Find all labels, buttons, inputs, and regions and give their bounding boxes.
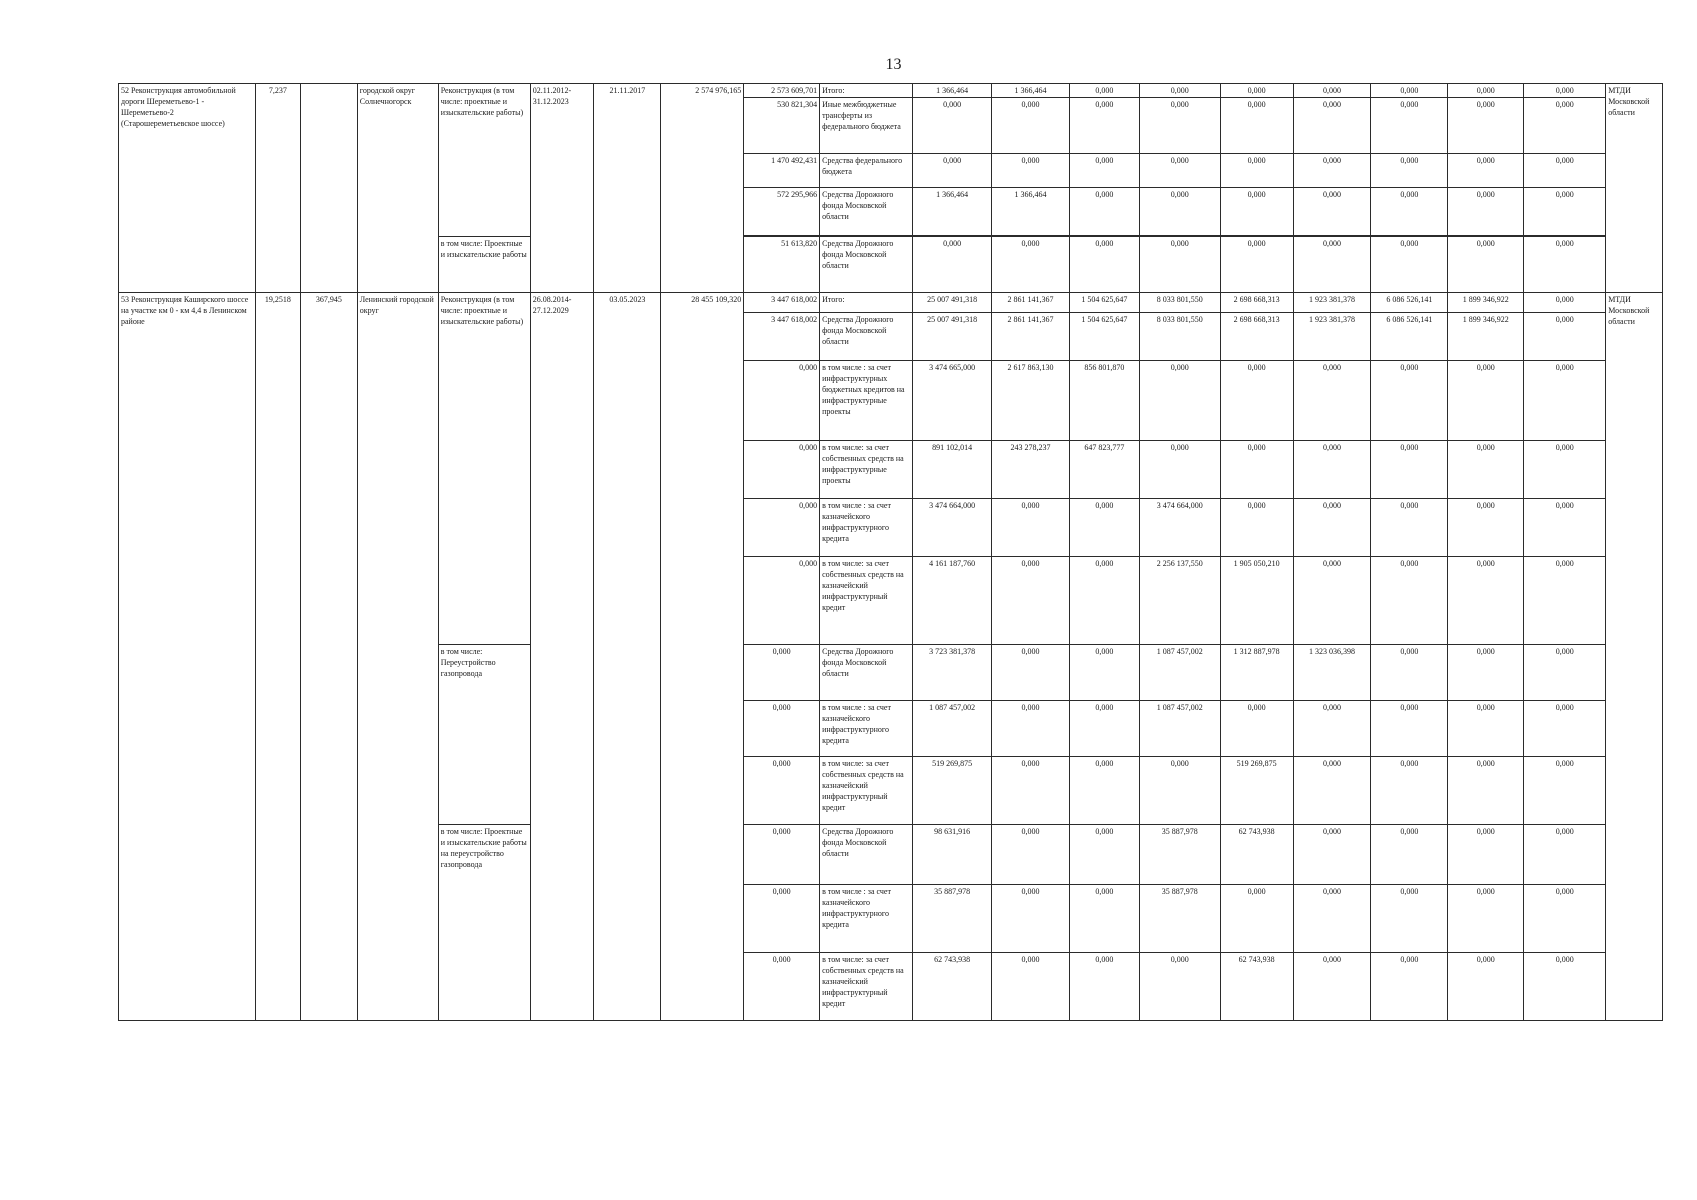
source-cell: Средства Дорожного фонда Московской области [820,645,913,701]
value-cell: 0,000 [913,154,992,188]
entry-cost: 28 455 109,320 [661,293,744,1021]
source-cell: в том числе : за счет казначейского инфраструктурного кредита [820,499,913,557]
value-cell: 0,000 [1524,645,1606,701]
source-cell: в том числе: за счет собственных средств на инфраструктурные проекты [820,441,913,499]
spent-cell: 0,000 [744,645,820,701]
value-cell: 0,000 [1293,499,1371,557]
value-cell: 0,000 [992,701,1070,757]
entry-work-type: в том числе: Проектные и изыскательские работы [438,237,530,293]
value-cell: 0,000 [1371,441,1448,499]
value-cell: 0,000 [1220,154,1293,188]
value-cell: 0,000 [1524,237,1606,293]
value-cell: 3 723 381,378 [913,645,992,701]
source-cell: в том числе : за счет инфраструктурных бюджетных кредитов на инфраструктурные проекты [820,361,913,441]
value-cell: 0,000 [1220,237,1293,293]
value-cell: 0,000 [992,757,1070,825]
value-cell: 0,000 [1524,825,1606,885]
entry-cost: 2 574 976,165 [661,84,744,293]
value-cell: 0,000 [1139,237,1220,293]
value-cell: 0,000 [1069,757,1139,825]
value-cell: 1 899 346,922 [1448,313,1524,361]
value-cell: 0,000 [1293,701,1371,757]
value-cell: 0,000 [992,885,1070,953]
value-cell: 0,000 [1524,757,1606,825]
spent-cell: 3 447 618,002 [744,313,820,361]
value-cell: 0,000 [1293,361,1371,441]
entry-district: Ленинский городской округ [357,293,438,1021]
value-cell: 0,000 [1524,499,1606,557]
value-cell: 0,000 [1293,825,1371,885]
value-cell: 0,000 [992,237,1070,293]
spent-cell: 0,000 [744,825,820,885]
value-cell: 0,000 [1371,645,1448,701]
value-cell: 0,000 [1069,701,1139,757]
value-cell: 0,000 [1069,825,1139,885]
entry-work-type: в том числе: Переустройство газопровода [438,645,530,825]
financing-table [118,83,1663,1021]
value-cell: 0,000 [1220,441,1293,499]
value-cell: 8 033 801,550 [1139,313,1220,361]
entry-dates: 26.08.2014-27.12.2029 [530,293,594,1021]
value-cell: 2 617 863,130 [992,361,1070,441]
entry-name: 53 Реконструкция Каширского шоссе на участке км 0 - км 4,4 в Ленинском районе [119,293,256,1021]
value-cell: 2 256 137,550 [1139,557,1220,645]
value-cell: 0,000 [1293,441,1371,499]
source-cell: в том числе : за счет казначейского инфраструктурного кредита [820,701,913,757]
entry-name: 52 Реконструкция автомобильной дороги Шереметьево-1 - Шереметьево-2 (Старошереметьевское шоссе) [119,84,256,293]
value-cell: 0,000 [1371,499,1448,557]
value-cell: 0,000 [1448,154,1524,188]
value-cell: 0,000 [1524,885,1606,953]
source-cell: Иные межбюджетные трансферты из федерального бюджета [820,98,913,154]
entry-executor: МТДИ Московской области [1606,293,1663,1021]
value-cell: 0,000 [1069,98,1139,154]
value-cell: 0,000 [1139,188,1220,236]
value-cell: 0,000 [1293,757,1371,825]
spent-cell: 3 447 618,002 [744,293,820,313]
value-cell: 0,000 [1371,188,1448,236]
value-cell: 1 366,464 [992,84,1070,98]
value-cell: 891 102,014 [913,441,992,499]
value-cell: 0,000 [1139,84,1220,98]
value-cell: 1 923 381,378 [1293,293,1371,313]
value-cell: 0,000 [1524,84,1606,98]
value-cell: 0,000 [1293,188,1371,236]
value-cell: 0,000 [1139,361,1220,441]
source-cell: в том числе : за счет казначейского инфраструктурного кредита [820,885,913,953]
entry-work-type: Реконструкция (в том числе: проектные и изыскательские работы) [438,84,530,237]
value-cell: 0,000 [1371,84,1448,98]
value-cell: 35 887,978 [913,885,992,953]
value-cell: 25 007 491,318 [913,293,992,313]
value-cell: 0,000 [1293,237,1371,293]
value-cell: 0,000 [1448,499,1524,557]
source-cell: Средства Дорожного фонда Московской области [820,825,913,885]
value-cell: 2 698 668,313 [1220,293,1293,313]
source-cell: Средства федерального бюджета [820,154,913,188]
value-cell: 0,000 [1220,885,1293,953]
source-cell: в том числе: за счет собственных средств на казначейский инфраструктурный кредит [820,757,913,825]
value-cell: 3 474 664,000 [913,499,992,557]
value-cell: 0,000 [1069,154,1139,188]
value-cell: 0,000 [1448,98,1524,154]
value-cell: 0,000 [1371,701,1448,757]
spent-cell: 0,000 [744,885,820,953]
source-cell: Итого: [820,293,913,313]
value-cell: 2 861 141,367 [992,293,1070,313]
value-cell: 0,000 [1220,98,1293,154]
value-cell: 519 269,875 [913,757,992,825]
value-cell: 0,000 [992,98,1070,154]
value-cell: 0,000 [1139,154,1220,188]
value-cell: 1 504 625,647 [1069,293,1139,313]
value-cell: 0,000 [1069,188,1139,236]
value-cell: 0,000 [1371,237,1448,293]
value-cell: 3 474 664,000 [1139,499,1220,557]
spent-cell: 1 470 492,431 [744,154,820,188]
entry-area: 367,945 [301,293,358,1021]
value-cell: 0,000 [1448,757,1524,825]
entry-length: 19,2518 [255,293,301,1021]
spent-cell: 572 295,966 [744,188,820,236]
value-cell: 0,000 [992,953,1070,1021]
value-cell: 0,000 [1371,98,1448,154]
value-cell: 1 312 887,978 [1220,645,1293,701]
value-cell: 0,000 [992,557,1070,645]
page-number: 13 [885,56,902,73]
value-cell: 519 269,875 [1220,757,1293,825]
value-cell: 0,000 [1293,885,1371,953]
source-cell: Средства Дорожного фонда Московской области [820,313,913,361]
value-cell: 1 366,464 [992,188,1070,236]
value-cell: 0,000 [913,98,992,154]
value-cell: 1 087 457,002 [1139,701,1220,757]
entry-length: 7,237 [255,84,301,293]
entry-end-date: 03.05.2023 [594,293,661,1021]
value-cell: 0,000 [1524,188,1606,236]
spent-cell: 0,000 [744,701,820,757]
entry-area [301,84,358,293]
value-cell: 0,000 [1220,84,1293,98]
spent-cell: 51 613,820 [744,237,820,293]
value-cell: 0,000 [1524,441,1606,499]
value-cell: 0,000 [1220,361,1293,441]
value-cell: 0,000 [1069,499,1139,557]
value-cell: 0,000 [1524,293,1606,313]
source-cell: в том числе: за счет собственных средств на казначейский инфраструктурный кредит [820,557,913,645]
value-cell: 1 087 457,002 [913,701,992,757]
value-cell: 0,000 [1293,953,1371,1021]
value-cell: 6 086 526,141 [1371,293,1448,313]
spent-cell: 0,000 [744,757,820,825]
value-cell: 0,000 [1139,757,1220,825]
value-cell: 0,000 [1069,953,1139,1021]
value-cell: 0,000 [1220,499,1293,557]
value-cell: 0,000 [1069,237,1139,293]
source-cell: в том числе: за счет собственных средств на казначейский инфраструктурный кредит [820,953,913,1021]
value-cell: 0,000 [1448,557,1524,645]
entry-work-type: в том числе: Проектные и изыскательские работы на переустройство газопровода [438,825,530,1021]
value-cell: 1 905 050,210 [1220,557,1293,645]
value-cell: 0,000 [992,825,1070,885]
spent-cell: 2 573 609,701 [744,84,820,98]
value-cell: 0,000 [1524,98,1606,154]
value-cell: 0,000 [1371,757,1448,825]
value-cell: 0,000 [1448,237,1524,293]
value-cell: 0,000 [1448,953,1524,1021]
entry-dates: 02.11.2012-31.12.2023 [530,84,594,293]
entry-district: городской округ Солнечногорск [357,84,438,293]
value-cell: 0,000 [1371,885,1448,953]
value-cell: 1 366,464 [913,84,992,98]
value-cell: 62 743,938 [913,953,992,1021]
value-cell: 0,000 [1371,557,1448,645]
spent-cell: 0,000 [744,557,820,645]
table-row [119,84,1663,98]
value-cell: 0,000 [1139,441,1220,499]
value-cell: 62 743,938 [1220,953,1293,1021]
value-cell: 0,000 [1371,825,1448,885]
value-cell: 0,000 [1448,885,1524,953]
spent-cell: 0,000 [744,499,820,557]
value-cell: 0,000 [1069,557,1139,645]
value-cell: 0,000 [1524,701,1606,757]
value-cell: 0,000 [1448,825,1524,885]
value-cell: 0,000 [1524,953,1606,1021]
value-cell: 0,000 [1293,154,1371,188]
value-cell: 4 161 187,760 [913,557,992,645]
entry-executor: МТДИ Московской области [1606,84,1663,293]
value-cell: 2 698 668,313 [1220,313,1293,361]
spent-cell: 0,000 [744,441,820,499]
value-cell: 0,000 [1524,154,1606,188]
value-cell: 0,000 [1293,84,1371,98]
value-cell: 1 323 036,398 [1293,645,1371,701]
value-cell: 0,000 [1448,84,1524,98]
value-cell: 0,000 [1448,645,1524,701]
value-cell: 3 474 665,000 [913,361,992,441]
spent-cell: 0,000 [744,953,820,1021]
value-cell: 2 861 141,367 [992,313,1070,361]
value-cell: 0,000 [1069,645,1139,701]
value-cell: 1 087 457,002 [1139,645,1220,701]
value-cell: 0,000 [1139,953,1220,1021]
value-cell: 0,000 [1371,361,1448,441]
spent-cell: 0,000 [744,361,820,441]
value-cell: 0,000 [992,499,1070,557]
value-cell: 1 504 625,647 [1069,313,1139,361]
value-cell: 0,000 [1220,701,1293,757]
source-cell: Итого: [820,84,913,98]
value-cell: 8 033 801,550 [1139,293,1220,313]
value-cell: 0,000 [1069,84,1139,98]
value-cell: 0,000 [1139,98,1220,154]
value-cell: 856 801,870 [1069,361,1139,441]
spent-cell: 530 821,304 [744,98,820,154]
value-cell: 98 631,916 [913,825,992,885]
value-cell: 62 743,938 [1220,825,1293,885]
value-cell: 0,000 [1524,557,1606,645]
value-cell: 35 887,978 [1139,885,1220,953]
value-cell: 0,000 [1220,188,1293,236]
source-cell: Средства Дорожного фонда Московской области [820,237,913,293]
value-cell: 647 823,777 [1069,441,1139,499]
value-cell: 0,000 [1069,885,1139,953]
value-cell: 6 086 526,141 [1371,313,1448,361]
table-row [119,293,1663,313]
value-cell: 25 007 491,318 [913,313,992,361]
value-cell: 0,000 [1448,441,1524,499]
entry-work-type: Реконструкция (в том числе: проектные и изыскательские работы) [438,293,530,645]
value-cell: 1 366,464 [913,188,992,236]
value-cell: 0,000 [1524,361,1606,441]
value-cell: 1 923 381,378 [1293,313,1371,361]
value-cell: 1 899 346,922 [1448,293,1524,313]
value-cell: 35 887,978 [1139,825,1220,885]
value-cell: 0,000 [913,237,992,293]
value-cell: 0,000 [1524,313,1606,361]
value-cell: 0,000 [992,645,1070,701]
value-cell: 0,000 [1293,557,1371,645]
source-cell: Средства Дорожного фонда Московской области [820,188,913,236]
value-cell: 0,000 [1448,188,1524,236]
value-cell: 0,000 [1448,701,1524,757]
entry-end-date: 21.11.2017 [594,84,661,293]
value-cell: 243 278,237 [992,441,1070,499]
value-cell: 0,000 [1371,154,1448,188]
value-cell: 0,000 [1371,953,1448,1021]
value-cell: 0,000 [992,154,1070,188]
value-cell: 0,000 [1293,98,1371,154]
value-cell: 0,000 [1448,361,1524,441]
